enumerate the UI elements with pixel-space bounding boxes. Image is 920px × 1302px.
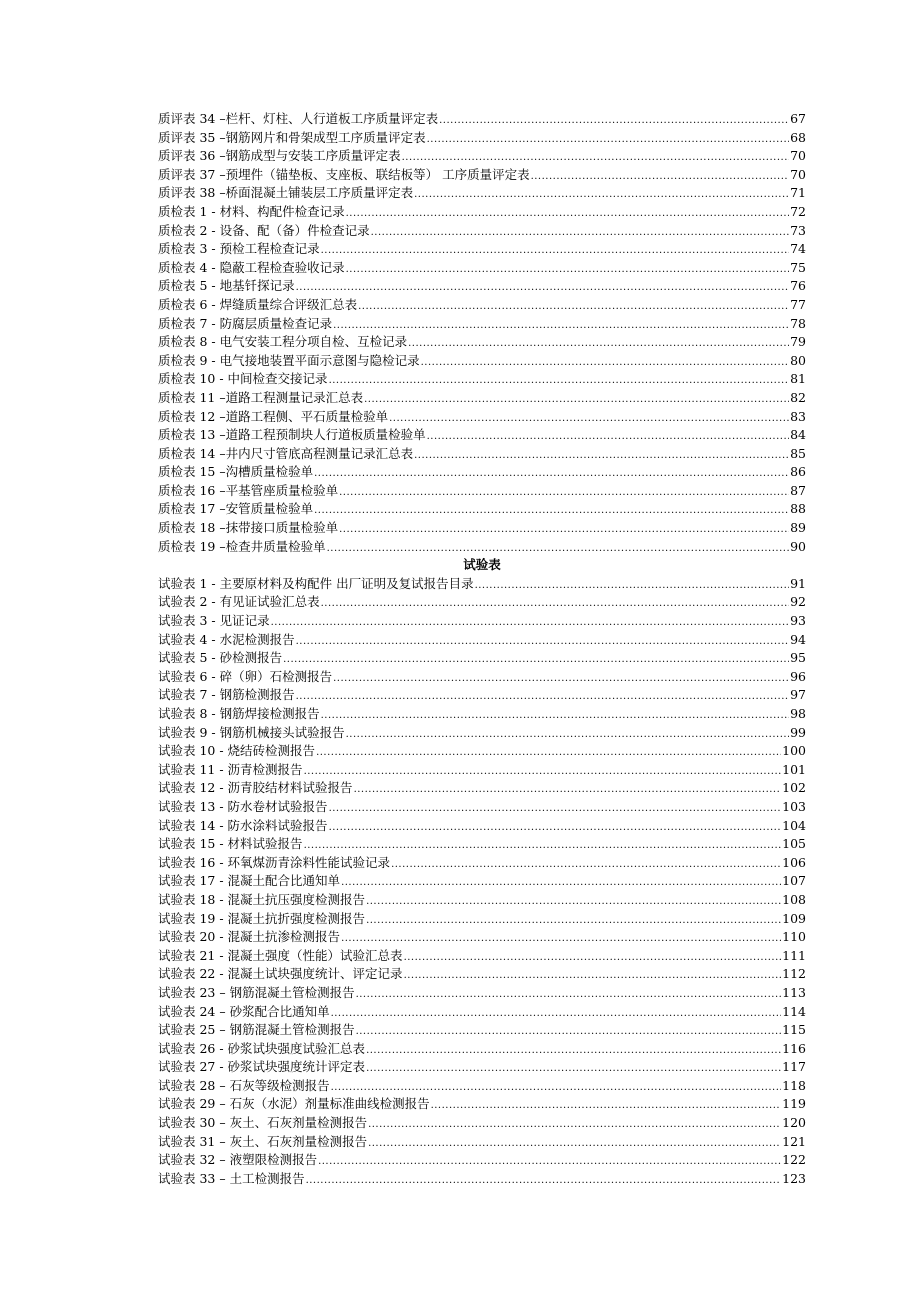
toc-entry-label: 质评表 38 –桥面混凝土铺装层工序质量评定表: [158, 185, 414, 201]
toc-entry-label: 试验表 19 - 混凝土抗折强度检测报告: [158, 910, 366, 926]
toc-entry[interactable]: [158, 482, 806, 501]
toc-dot-leader: [356, 986, 782, 1005]
toc-dot-leader: [531, 168, 790, 187]
toc-entry[interactable]: [158, 1151, 806, 1170]
toc-entry-label: 质检表 12 –道路工程侧、平石质量检验单: [158, 408, 389, 424]
toc-entry-page-number: 70: [790, 148, 806, 164]
toc-dot-leader: [414, 186, 789, 205]
toc-entry-label: 试验表 10 - 烧结砖检测报告: [158, 743, 316, 759]
toc-entry-label: 质检表 13 –道路工程预制块人行道板质量检验单: [158, 427, 426, 443]
toc-dot-leader: [271, 614, 789, 633]
toc-entry-label: 试验表 13 - 防水卷材试验报告: [158, 798, 328, 814]
toc-entry[interactable]: [158, 1170, 806, 1189]
toc-entry-page-number: 90: [790, 538, 806, 554]
toc-dot-leader: [346, 726, 789, 745]
toc-entry-page-number: 115: [782, 1022, 806, 1038]
toc-entry-label: 质评表 35 –钢筋网片和骨架成型工序质量评定表: [158, 129, 426, 145]
toc-entry-label: 质检表 10 - 中间检查交接记录: [158, 371, 328, 387]
toc-entry[interactable]: [158, 779, 806, 798]
toc-entry[interactable]: [158, 1021, 806, 1040]
toc-entry-page-number: 87: [790, 482, 806, 498]
toc-entry-page-number: 80: [790, 352, 806, 368]
toc-entry[interactable]: [158, 147, 806, 166]
toc-entry-label: 试验表 11 - 沥青检测报告: [158, 761, 303, 777]
toc-entry-page-number: 119: [782, 1096, 806, 1112]
toc-entry-page-number: 97: [790, 687, 806, 703]
toc-dot-leader: [339, 521, 789, 540]
toc-entry-page-number: 77: [790, 296, 806, 312]
toc-entry[interactable]: [158, 1133, 806, 1152]
toc-entry[interactable]: [158, 333, 806, 352]
toc-dot-leader: [318, 1153, 781, 1172]
toc-entry-label: 质检表 15 –沟槽质量检验单: [158, 464, 314, 480]
toc-dot-leader: [339, 484, 789, 503]
toc-entry-label: 质检表 17 –安管质量检验单: [158, 501, 314, 517]
toc-entry[interactable]: [158, 1114, 806, 1133]
toc-entry-page-number: 118: [782, 1077, 806, 1093]
toc-dot-leader: [431, 1097, 782, 1116]
toc-entry[interactable]: [158, 129, 806, 148]
toc-entry-label: 试验表 29 – 石灰（水泥）剂量标准曲线检测报告: [158, 1096, 430, 1112]
toc-entry-label: 质检表 6 - 焊缝质量综合评级汇总表: [158, 296, 358, 312]
toc-entry-page-number: 93: [790, 613, 806, 629]
toc-entry-page-number: 95: [790, 650, 806, 666]
toc-entry[interactable]: [158, 1040, 806, 1059]
toc-entry[interactable]: [158, 817, 806, 836]
toc-entry-page-number: 96: [790, 668, 806, 684]
toc-entry[interactable]: [158, 1058, 806, 1077]
toc-entry-label: 试验表 21 - 混凝土强度（性能）试验汇总表: [158, 947, 403, 963]
toc-entry[interactable]: [158, 240, 806, 259]
toc-entry-page-number: 89: [790, 520, 806, 536]
toc-entry[interactable]: [158, 426, 806, 445]
toc-dot-leader: [408, 335, 789, 354]
toc-dot-leader: [327, 540, 789, 559]
toc-entry-page-number: 91: [790, 575, 806, 591]
toc-entry[interactable]: [158, 222, 806, 241]
toc-entry[interactable]: [158, 1095, 806, 1114]
toc-entry[interactable]: [158, 575, 806, 594]
toc-entry[interactable]: [158, 835, 806, 854]
toc-dot-leader: [358, 298, 789, 317]
toc-entry-label: 试验表 2 - 有见证试验汇总表: [158, 594, 320, 610]
toc-dot-leader: [427, 131, 789, 150]
toc-entry-page-number: 108: [782, 891, 806, 907]
toc-entry-page-number: 120: [782, 1115, 806, 1131]
toc-entry-page-number: 68: [790, 129, 806, 145]
document-page: [158, 110, 806, 1188]
toc-entry-label: 质检表 2 - 设备、配（备）件检查记录: [158, 222, 370, 238]
toc-entry-label: 质评表 36 –钢筋成型与安装工序质量评定表: [158, 148, 401, 164]
toc-dot-leader: [314, 465, 789, 484]
toc-entry-page-number: 121: [782, 1133, 806, 1149]
toc-entry-page-number: 84: [790, 427, 806, 443]
toc-entry-page-number: 107: [782, 873, 806, 889]
toc-entry-page-number: 82: [790, 389, 806, 405]
toc-dot-leader: [414, 447, 789, 466]
toc-entry[interactable]: [158, 203, 806, 222]
toc-entry-label: 试验表 23 – 钢筋混凝土管检测报告: [158, 984, 355, 1000]
toc-entry-label: 质检表 3 - 预检工程检查记录: [158, 241, 320, 257]
toc-entry-label: 质检表 1 - 材料、构配件检查记录: [158, 203, 345, 219]
toc-entry-label: 质检表 14 –井内尺寸管底高程测量记录汇总表: [158, 445, 414, 461]
toc-entry[interactable]: [158, 761, 806, 780]
toc-entry-page-number: 117: [782, 1059, 806, 1075]
toc-entry[interactable]: [158, 389, 806, 408]
toc-dot-leader: [304, 763, 782, 782]
section-heading-tests: 试验表: [463, 557, 501, 573]
toc-entry-page-number: 81: [790, 371, 806, 387]
toc-entry-page-number: 113: [782, 984, 806, 1000]
toc-section-quality: [158, 110, 806, 556]
toc-entry-page-number: 114: [782, 1003, 806, 1019]
toc-dot-leader: [389, 410, 789, 429]
toc-entry[interactable]: [158, 742, 806, 761]
toc-entry-label: 试验表 24 – 砂浆配合比通知单: [158, 1003, 330, 1019]
toc-dot-leader: [329, 800, 782, 819]
toc-entry-page-number: 88: [790, 501, 806, 517]
toc-entry-label: 试验表 4 - 水泥检测报告: [158, 631, 295, 647]
toc-entry-label: 试验表 28 – 石灰等级检测报告: [158, 1077, 330, 1093]
toc-entry[interactable]: [158, 854, 806, 873]
toc-entry[interactable]: [158, 928, 806, 947]
toc-entry-label: 试验表 31 – 灰土、石灰剂量检测报告: [158, 1133, 368, 1149]
toc-entry-page-number: 79: [790, 334, 806, 350]
toc-entry-page-number: 71: [790, 185, 806, 201]
toc-entry-label: 试验表 22 - 混凝土试块强度统计、评定记录: [158, 966, 403, 982]
toc-entry[interactable]: [158, 259, 806, 278]
toc-dot-leader: [321, 707, 789, 726]
toc-entry-label: 试验表 20 - 混凝土抗渗检测报告: [158, 929, 341, 945]
toc-entry[interactable]: [158, 891, 806, 910]
toc-entry-label: 试验表 3 - 见证记录: [158, 613, 270, 629]
toc-entry-label: 试验表 17 - 混凝土配合比通知单: [158, 873, 341, 889]
toc-entry-label: 试验表 12 - 沥青胶结材料试验报告: [158, 780, 353, 796]
toc-entry[interactable]: [158, 352, 806, 371]
toc-entry-page-number: 70: [790, 166, 806, 182]
toc-entry-page-number: 83: [790, 408, 806, 424]
toc-entry[interactable]: [158, 724, 806, 743]
toc-entry-label: 试验表 30 – 灰土、石灰剂量检测报告: [158, 1115, 368, 1131]
toc-dot-leader: [306, 1172, 782, 1191]
toc-dot-leader: [366, 1042, 781, 1061]
toc-entry[interactable]: [158, 296, 806, 315]
toc-entry[interactable]: [158, 649, 806, 668]
toc-dot-leader: [354, 781, 782, 800]
toc-entry-label: 质检表 5 - 地基钎探记录: [158, 278, 295, 294]
toc-entry-page-number: 98: [790, 706, 806, 721]
toc-entry[interactable]: [158, 947, 806, 966]
toc-dot-leader: [404, 967, 782, 986]
toc-entry-label: 试验表 9 - 钢筋机械接头试验报告: [158, 724, 345, 740]
toc-entry-label: 试验表 25 – 钢筋混凝土管检测报告: [158, 1022, 355, 1038]
toc-entry-label: 试验表 16 - 环氧煤沥青涂料性能试验记录: [158, 854, 391, 870]
toc-dot-leader: [341, 930, 781, 949]
toc-entry-label: 试验表 18 - 混凝土抗压强度检测报告: [158, 891, 366, 907]
toc-entry-label: 质检表 4 - 隐蔽工程检查验收记录: [158, 259, 345, 275]
toc-dot-leader: [314, 502, 789, 521]
toc-entry-label: 试验表 5 - 砂检测报告: [158, 650, 283, 666]
toc-entry-label: 质评表 34 –栏杆、灯柱、人行道板工序质量评定表: [158, 111, 439, 126]
toc-dot-leader: [296, 279, 789, 298]
toc-entry-page-number: 72: [790, 203, 806, 219]
toc-entry[interactable]: [158, 500, 806, 519]
toc-entry-page-number: 116: [782, 1040, 806, 1056]
toc-entry[interactable]: [158, 984, 806, 1003]
toc-entry-page-number: 122: [782, 1152, 806, 1168]
toc-dot-leader: [427, 428, 789, 447]
toc-dot-leader: [368, 1135, 781, 1154]
toc-entry-label: 试验表 27 - 砂浆试块强度统计评定表: [158, 1059, 366, 1075]
toc-entry-page-number: 109: [782, 910, 806, 926]
toc-entry[interactable]: [158, 668, 806, 687]
toc-entry-page-number: 111: [782, 947, 806, 963]
toc-entry-page-number: 75: [790, 259, 806, 275]
toc-entry[interactable]: [158, 315, 806, 334]
toc-dot-leader: [371, 224, 789, 243]
toc-entry[interactable]: [158, 184, 806, 203]
toc-entry-label: 质检表 9 - 电气接地装置平面示意图与隐检记录: [158, 352, 420, 368]
toc-dot-leader: [421, 354, 789, 373]
toc-entry[interactable]: [158, 463, 806, 482]
toc-entry-label: 质检表 19 –检查井质量检验单: [158, 538, 326, 554]
toc-entry[interactable]: [158, 166, 806, 185]
toc-entry-page-number: 86: [790, 464, 806, 480]
toc-dot-leader: [329, 819, 782, 838]
toc-dot-leader: [316, 744, 781, 763]
toc-dot-leader: [356, 1023, 782, 1042]
toc-entry-page-number: 112: [782, 966, 806, 982]
toc-entry-label: 试验表 33 – 土工检测报告: [158, 1170, 305, 1186]
toc-dot-leader: [475, 577, 790, 596]
toc-entry[interactable]: [158, 110, 806, 129]
toc-entry[interactable]: [158, 705, 806, 724]
toc-entry[interactable]: [158, 593, 806, 612]
toc-entry-page-number: 94: [790, 631, 806, 647]
toc-entry-label: 试验表 32 – 液塑限检测报告: [158, 1152, 318, 1168]
toc-entry[interactable]: [158, 538, 806, 557]
toc-entry[interactable]: [158, 519, 806, 538]
toc-dot-leader: [366, 893, 781, 912]
toc-entry[interactable]: [158, 445, 806, 464]
toc-entry-page-number: 92: [790, 594, 806, 610]
toc-entry-label: 质评表 37 –预埋件（锚垫板、支座板、联结板等） 工序质量评定表: [158, 166, 530, 182]
toc-entry-label: 试验表 26 - 砂浆试块强度试验汇总表: [158, 1040, 366, 1056]
toc-entry-page-number: 74: [790, 241, 806, 257]
toc-dot-leader: [333, 670, 789, 689]
toc-entry[interactable]: [158, 798, 806, 817]
toc-section-tests: [158, 575, 806, 1189]
toc-entry[interactable]: [158, 277, 806, 296]
toc-dot-leader: [364, 391, 789, 410]
toc-entry-page-number: 104: [782, 817, 806, 833]
toc-entry-page-number: 110: [782, 929, 806, 945]
toc-entry[interactable]: [158, 1077, 806, 1096]
toc-entry-page-number: 106: [782, 854, 806, 870]
toc-entry-label: 质检表 16 –平基管座质量检验单: [158, 482, 339, 498]
toc-entry-page-number: 78: [790, 315, 806, 331]
toc-entry-label: 试验表 8 - 钢筋焊接检测报告: [158, 706, 320, 721]
toc-entry-label: 质检表 18 –抹带接口质量检验单: [158, 520, 339, 536]
toc-entry-label: 质检表 8 - 电气安装工程分项自检、互检记录: [158, 334, 408, 350]
toc-entry[interactable]: [158, 612, 806, 631]
toc-entry[interactable]: [158, 686, 806, 705]
toc-entry[interactable]: [158, 408, 806, 427]
toc-dot-leader: [346, 261, 789, 280]
toc-dot-leader: [439, 112, 789, 131]
toc-dot-leader: [321, 595, 789, 614]
toc-dot-leader: [391, 856, 781, 875]
toc-entry-label: 试验表 7 - 钢筋检测报告: [158, 687, 295, 703]
toc-entry[interactable]: [158, 965, 806, 984]
toc-entry-page-number: 105: [782, 836, 806, 852]
toc-dot-leader: [331, 1005, 782, 1024]
toc-entry-label: 试验表 14 - 防水涂料试验报告: [158, 817, 328, 833]
toc-entry[interactable]: [158, 631, 806, 650]
toc-entry[interactable]: [158, 910, 806, 929]
toc-entry-label: 试验表 6 - 碎（卵）石检测报告: [158, 668, 333, 684]
toc-entry-label: 试验表 15 - 材料试验报告: [158, 836, 303, 852]
toc-dot-leader: [296, 688, 789, 707]
toc-dot-leader: [341, 874, 781, 893]
toc-entry[interactable]: [158, 1003, 806, 1022]
toc-dot-leader: [329, 372, 790, 391]
toc-dot-leader: [346, 205, 789, 224]
toc-dot-leader: [404, 949, 782, 968]
toc-entry-page-number: 67: [790, 111, 806, 126]
toc-entry-label: 质检表 11 –道路工程测量记录汇总表: [158, 389, 364, 405]
toc-dot-leader: [366, 912, 781, 931]
toc-entry[interactable]: [158, 872, 806, 891]
toc-dot-leader: [366, 1060, 781, 1079]
toc-dot-leader: [321, 242, 789, 261]
toc-dot-leader: [283, 651, 789, 670]
toc-entry-page-number: 99: [790, 724, 806, 740]
toc-entry-page-number: 101: [782, 761, 806, 777]
toc-entry-page-number: 103: [782, 798, 806, 814]
toc-entry-page-number: 76: [790, 278, 806, 294]
toc-entry-page-number: 85: [790, 445, 806, 461]
toc-dot-leader: [296, 633, 789, 652]
toc-entry-label: 试验表 1 - 主要原材料及构配件 出厂证明及复试报告目录: [158, 575, 474, 591]
toc-entry-label: 质检表 7 - 防腐层质量检查记录: [158, 315, 333, 331]
toc-entry-page-number: 73: [790, 222, 806, 238]
toc-entry-page-number: 100: [782, 743, 806, 759]
toc-entry[interactable]: [158, 370, 806, 389]
toc-entry-page-number: 123: [782, 1170, 806, 1186]
toc-dot-leader: [368, 1116, 781, 1135]
toc-entry-page-number: 102: [782, 780, 806, 796]
